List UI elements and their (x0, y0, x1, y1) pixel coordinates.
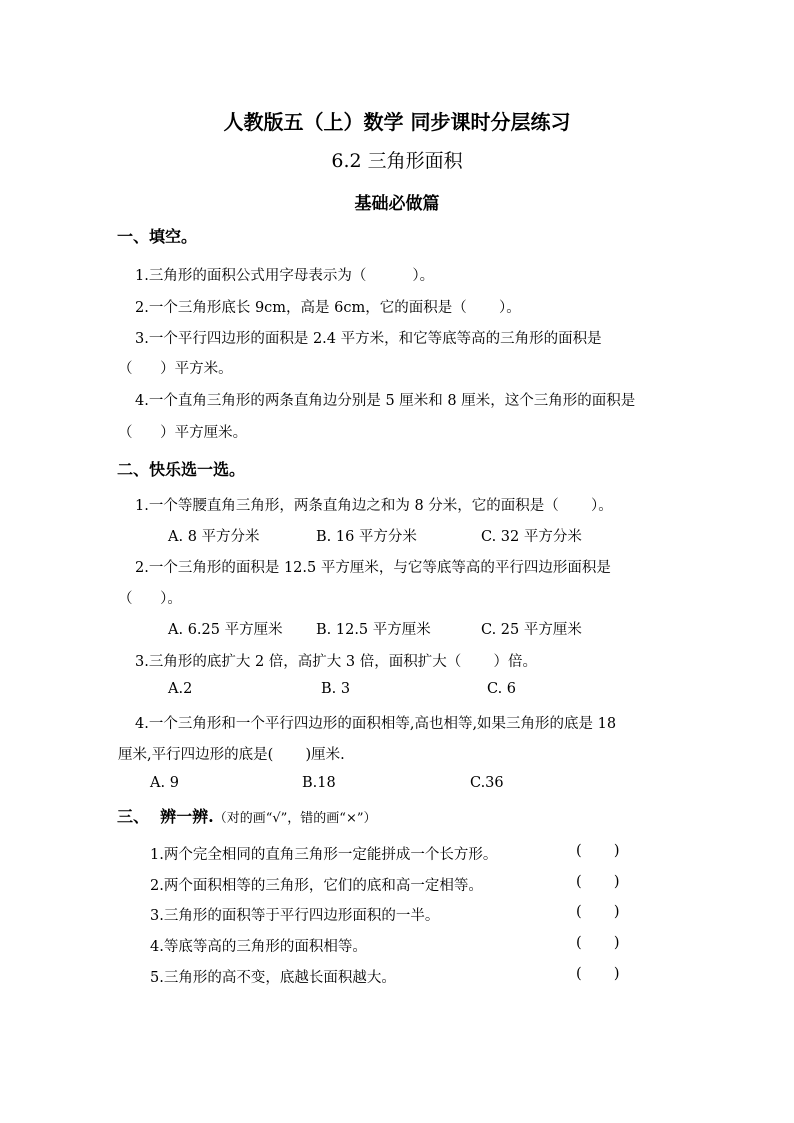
choice-4-option-c: C.36 (470, 775, 504, 791)
fill-question-4-line1: 4.一个直角三角形的两条直角边分别是 5 厘米和 8 厘米，这个三角形的面积是 (135, 393, 636, 409)
judge-answer-3: ( ) (576, 904, 620, 920)
judge-item-2: 2.两个面积相等的三角形，它们的底和高一定相等。 (150, 878, 483, 894)
judge-answer-5: ( ) (576, 966, 620, 982)
judge-answer-2: ( ) (576, 874, 620, 890)
choice-question-1: 1.一个等腰直角三角形，两条直角边之和为 8 分米，它的面积是（ ）。 (135, 498, 613, 514)
fill-question-2: 2.一个三角形底长 9cm，高是 6cm，它的面积是（ ）。 (135, 300, 521, 316)
judge-answer-1: ( ) (576, 843, 620, 859)
fill-question-1: 1.三角形的面积公式用字母表示为（ ）。 (135, 268, 435, 284)
choice-2-option-c: C. 25 平方厘米 (481, 622, 582, 638)
choice-4-option-a: A. 9 (150, 775, 179, 791)
choice-1-option-c: C. 32 平方分米 (481, 529, 582, 545)
judge-item-4: 4.等底等高的三角形的面积相等。 (150, 939, 367, 955)
judge-item-1: 1.两个完全相同的直角三角形一定能拼成一个长方形。 (150, 847, 498, 863)
choice-1-option-a: A. 8 平方分米 (168, 529, 260, 545)
judge-item-3: 3.三角形的面积等于平行四边形面积的一半。 (150, 908, 440, 924)
choice-3-option-c: C. 6 (487, 681, 517, 697)
choice-question-4-line1: 4.一个三角形和一个平行四边形的面积相等,高也相等,如果三角形的底是 18 (135, 716, 617, 732)
page-title: 人教版五（上）数学 同步课时分层练习 (223, 110, 571, 134)
choice-question-2-line1: 2.一个三角形的面积是 12.5 平方厘米，与它等底等高的平行四边形面积是 (135, 560, 611, 576)
choice-2-option-b: B. 12.5 平方厘米 (316, 622, 431, 638)
judge-answer-4: ( ) (576, 935, 620, 951)
choice-4-option-b: B.18 (302, 775, 336, 791)
choice-2-option-a: A. 6.25 平方厘米 (168, 622, 283, 638)
section-judge-heading (117, 804, 376, 827)
judge-instruction: （对的画“√”，错的画“×”） (213, 811, 377, 826)
choice-question-3: 3.三角形的底扩大 2 倍，高扩大 3 倍，面积扩大（ ）倍。 (135, 654, 537, 670)
fill-question-3-line2: （ ）平方米。 (118, 361, 233, 377)
judge-item-5: 5.三角形的高不变，底越长面积越大。 (150, 970, 396, 986)
fill-question-3-line1: 3.一个平行四边形的面积是 2.4 平方米，和它等底等高的三角形的面积是 (135, 331, 602, 347)
choice-3-option-a: A.2 (168, 681, 193, 697)
fill-question-4-line2: （ ）平方厘米。 (118, 425, 248, 441)
choice-1-option-b: B. 16 平方分米 (316, 529, 417, 545)
choice-question-4-line2: 厘米,平行四边形的底是( )厘米. (118, 747, 345, 763)
level-title: 基础必做篇 (354, 194, 440, 214)
section-fill-blank-heading: 一、填空。 (117, 227, 198, 246)
choice-question-2-line2: （ ）。 (118, 591, 182, 607)
judge-heading-text: 三、 辨一辨. (117, 807, 214, 826)
lesson-title: 6.2 三角形面积 (331, 150, 463, 172)
choice-3-option-b: B. 3 (321, 681, 351, 697)
section-choice-heading: 二、快乐选一选。 (117, 460, 246, 479)
